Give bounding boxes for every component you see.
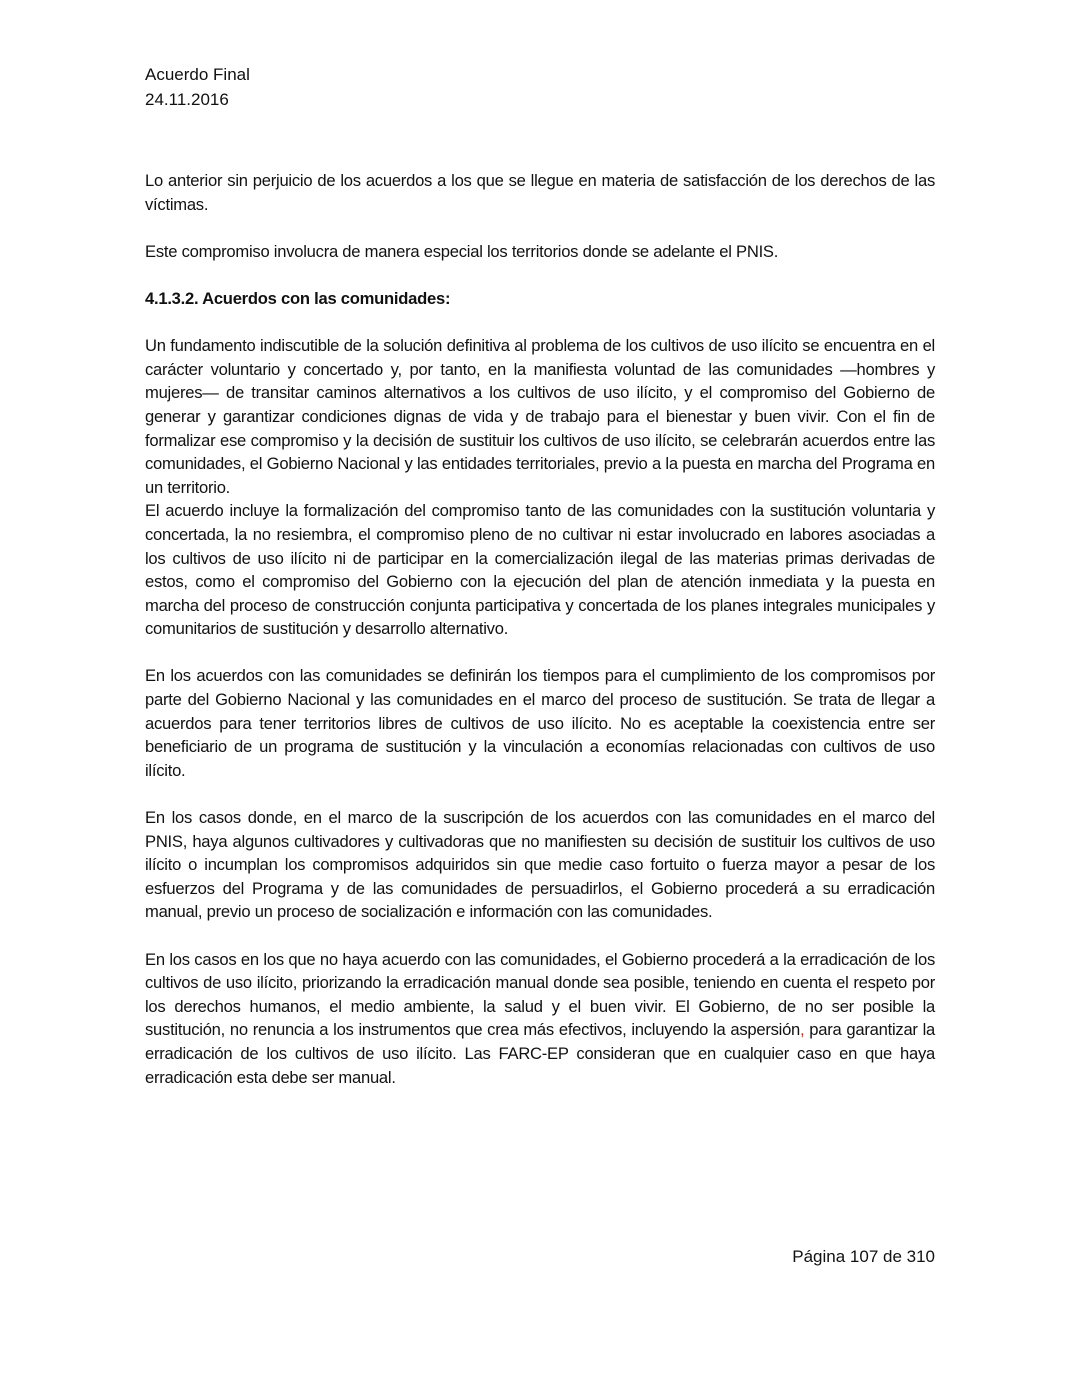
running-header (145, 63, 250, 112)
paragraph-4: El acuerdo incluye la formalización del compromiso tanto de las comunidades con la sustitución voluntaria y concertada, la no resiembra, el compromiso pleno de no cultivar ni estar involucrado en labores asociadas a los cultivos de uso ilícito ni de participar en la comercialización ilegal de las materias primas derivadas de estos, como el compromiso del Gobierno con la ejecución del plan de atención inmediata y la puesta en marcha del proceso de construcción conjunta participativa y concertada de los planes integrales municipales y comunitarios de sustitución y desarrollo alternativo. (145, 501, 935, 639)
paragraph-1: Lo anterior sin perjuicio de los acuerdos a los que se llegue en materia de satisfacción de los derechos de las víctimas. (145, 171, 935, 214)
section-heading: 4.1.3.2. Acuerdos con las comunidades: (145, 288, 451, 308)
header-title: Acuerdo Final (145, 65, 250, 84)
header-date: 24.11.2016 (145, 89, 229, 109)
paragraph-5: En los acuerdos con las comunidades se definirán los tiempos para el cumplimiento de los compromisos por parte del Gobierno Nacional y las comunidades en el marco del proceso de sustitución. Se trata de llegar a acuerdos para tener territorios libres de cultivos de uso ilícito. No es aceptable la coexistencia entre ser beneficiario de un programa de sustitución y la vinculación a economías relacionadas con cultivos de uso ilícito. (145, 666, 935, 780)
paragraph-7 (145, 948, 935, 1090)
page-number: Página 107 de 310 (792, 1247, 935, 1266)
highlighted-comma: , (800, 1020, 805, 1040)
paragraph-6: En los casos donde, en el marco de la suscripción de los acuerdos con las comunidades en el marco del PNIS, haya algunos cultivadores y cultivadoras que no manifiesten su decisión de sustituir los cultivos de uso ilícito o incumplan los compromisos adquiridos sin que medie caso fortuito o fuerza mayor a pesar de los esfuerzos del Programa y de las comunidades de persuadirlos, el Gobierno procederá a su erradicación manual, previo un proceso de socialización e información con las comunidades. (145, 808, 935, 922)
paragraph-7-part-2: para garantizar la erradicación de los cultivos de uso ilícito. Las FARC-EP consideran que en cualquier caso en que haya erradicación esta debe ser manual. (145, 1020, 935, 1087)
document-body (145, 169, 935, 1113)
paragraph-2: Este compromiso involucra de manera especial los territorios donde se adelante el PNIS. (145, 241, 779, 261)
paragraph-7-part-1: En los casos en los que no haya acuerdo con las comunidades, el Gobierno procederá a la erradicación de los cultivos de uso ilícito, priorizando la erradicación manual donde sea posible, teniendo en cuenta el respeto por los derechos humanos, el medio ambiente, la salud y el buen vivir. El Gobierno, de no ser posible la sustitución, no renuncia a los instrumentos que crea más efectivos, incluyendo la aspersión (145, 949, 935, 1040)
paragraph-3: Un fundamento indiscutible de la solución definitiva al problema de los cultivos de uso ilícito se encuentra en el carácter voluntario y concertado y, por tanto, en la manifiesta voluntad de las comunidades —hombres y mujeres— de transitar caminos alternativos a los cultivos de uso ilícito, y el compromiso del Gobierno de generar y garantizar condiciones dignas de vida y de trabajo para el bienestar y buen vivir. Con el fin de formalizar ese compromiso y la decisión de sustituir los cultivos de uso ilícito, se celebrarán acuerdos entre las comunidades, el Gobierno Nacional y las entidades territoriales, previo a la puesta en marcha del Programa en un territorio. (145, 336, 935, 497)
